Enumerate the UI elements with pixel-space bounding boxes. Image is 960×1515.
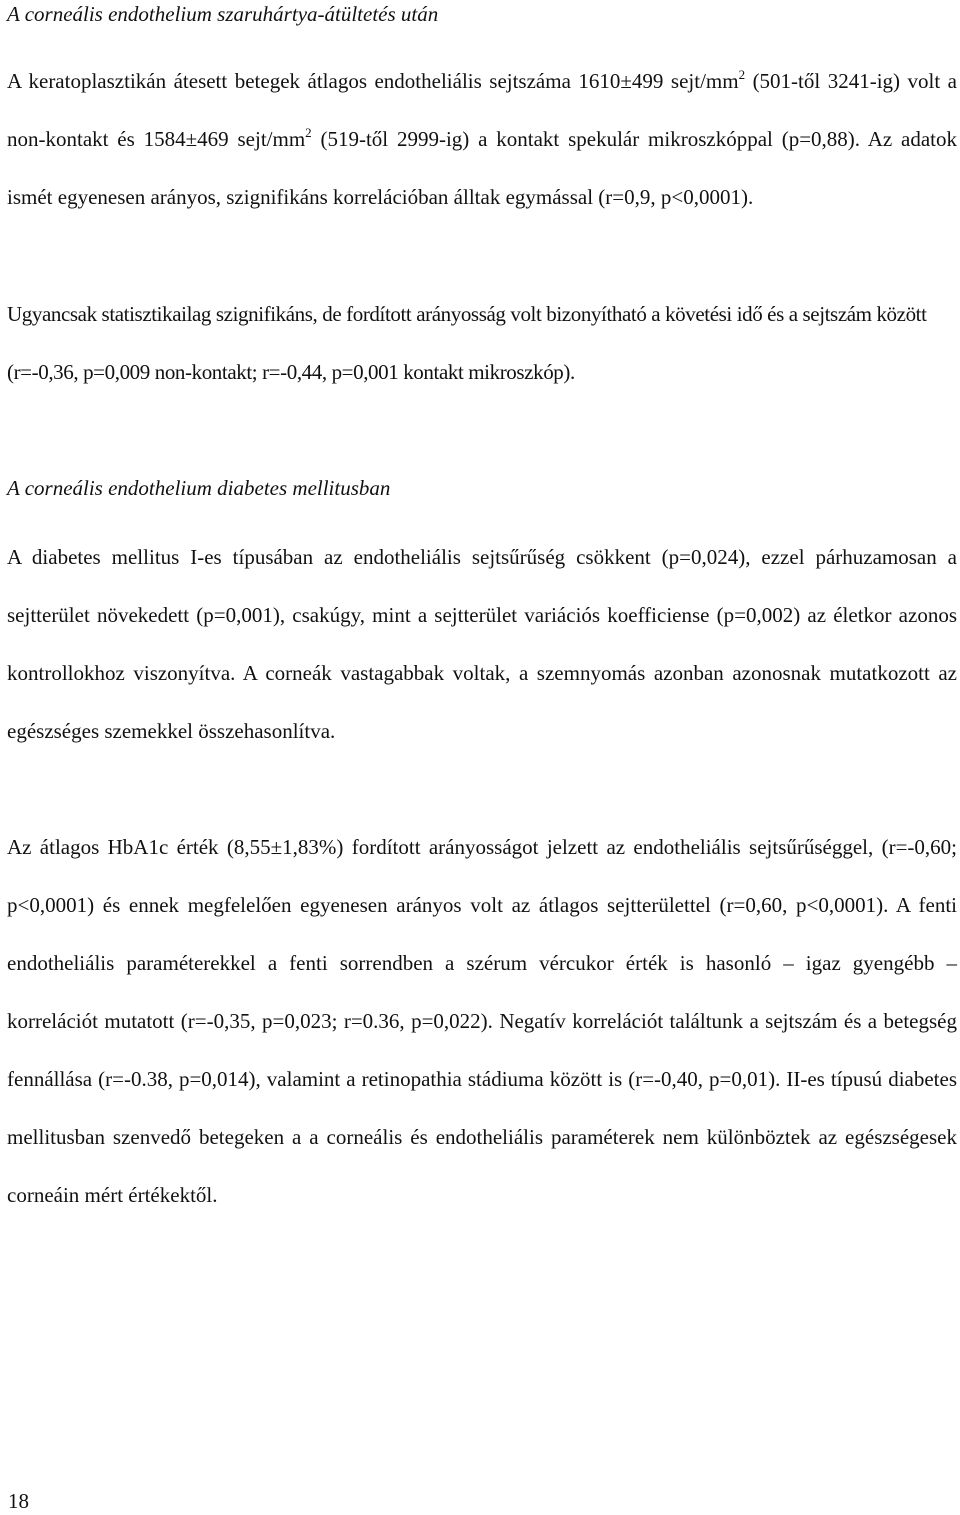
page-number: 18 — [8, 1489, 29, 1513]
section-heading-keratoplasty: A corneális endothelium szaruhártya-átültetés után — [7, 2, 439, 26]
paragraph-followup-correlation: Ugyancsak statisztikailag szignifikáns, de fordított arányosság volt bizonyítható a követési idő és a sejtszám között (r=-0,36, p=0,009 non-kontakt; r=-0,44, p=0,001 kontakt mikroszkóp). — [7, 302, 927, 384]
superscript: 2 — [738, 67, 746, 82]
paragraph-hba1c: Az átlagos HbA1c érték (8,55±1,83%) fordított arányosságot jelzett az endotheliális sejtsűrűséggel, (r=-0,60; p<0,0001) és ennek megfelelően egyenesen arányos volt az átlagos sejtterülettel (r=0,60, p<0,0001). A fenti endotheliális paraméterekkel a fenti sorrendben a szérum vércukor érték is hasonló – igaz gyengébb – korrelációt mutatott (r=-0,35, p=0,023; r=0.36, p=0,022). Negatív korrelációt találtunk a sejtszám és a betegség fennállása (r=-0.38, p=0,014), valamint a retinopathia stádiuma között is (r=-0,40, p=0,01). II-es típusú diabetes mellitusban szenvedő betegeken a a corneális és endotheliális paraméterek nem különböztek az egészségesek corneáin mért értékektől. — [7, 835, 957, 1207]
paragraph-text: A keratoplasztikán átesett betegek átlagos endotheliális sejtszáma 1610±499 sejt/mm — [7, 69, 739, 93]
paragraph-text: (501-től 3241-ig) volt a non-kontakt és 1584±469 sejt/mm — [7, 69, 957, 151]
superscript: 2 — [305, 125, 312, 140]
section-heading-diabetes: A corneális endothelium diabetes mellitusban — [7, 476, 391, 500]
paragraph-cell-count — [7, 52, 957, 226]
paragraph-diabetes-type1: A diabetes mellitus I-es típusában az endotheliális sejtsűrűség csökkent (p=0,024), ezzel párhuzamosan a sejtterület növekedett (p=0,001), csakúgy, mint a sejtterület variációs koefficiense (p=0,002) az életkor azonos kontrollokhoz viszonyítva. A corneák vastagabbak voltak, a szemnyomás azonban azonosnak mutatkozott az egészséges szemekkel összehasonlítva. — [7, 545, 957, 743]
paragraph-text: (519-től 2999-ig) a kontakt spekulár mikroszkóppal (p=0,88). Az adatok ismét egyenesen arányos, szignifikáns korrelációban álltak egymással (r=0,9, p<0,0001). — [7, 127, 957, 209]
